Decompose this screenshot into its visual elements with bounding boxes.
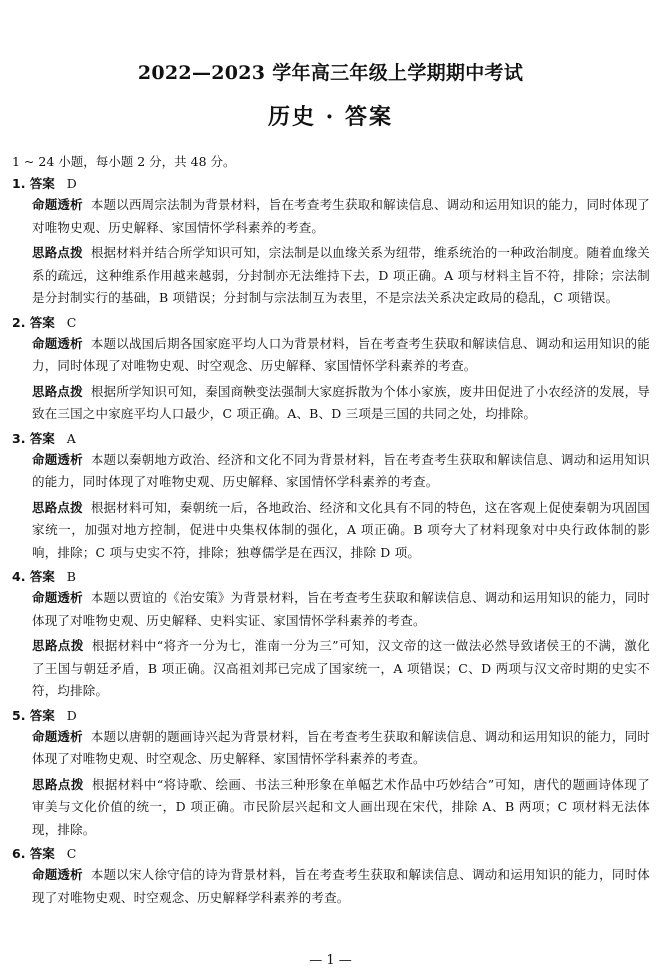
analysis-label: 命题透析 [32,197,83,212]
analysis-label: 命题透析 [32,867,83,882]
page-number: — 1 — [309,953,352,968]
hint-text: 根据材料中“将诗歌、绘画、书法三种形象在单幅艺术作品中巧妙结合”可知，唐代的题画诗体现了审美与文化价值的统一，D 项正确。市民阶层兴起和文人画出现在宋代，排除 A、B 两项；C 项材料无法体现，排除。 [32,776,650,837]
answer-value: A [66,430,76,446]
answers-list [12,174,650,912]
hint-label: 思路点拨 [32,383,83,399]
hint-label: 思路点拨 [32,499,83,515]
analysis-text: 本题以战国后期各国家庭平均人口为背景材料，旨在考查考生获取和解读信息、调动和运用知识的能力，同时体现了对唯物史观、时空观念、历史解释、家国情怀学科素养的考查。 [32,335,650,373]
page-subtitle: 历史 · 答案 [268,104,393,130]
hint-paragraph [12,497,650,565]
answer-value: D [66,707,77,723]
hint-paragraph [12,635,650,703]
question-5 [12,706,650,842]
analysis-label: 命题透析 [32,728,83,744]
analysis-text: 本题以秦朝地方政治、经济和文化不同为背景材料，旨在考查考生获取和解读信息、调动和运用知识的能力，同时体现了对唯物史观、历史解释、家国情怀学科素养的考查。 [32,451,650,489]
analysis-label: 命题透析 [32,335,83,351]
answer-value: C [66,314,77,330]
intro-line: 1 ~ 24 小题，每小题 2 分，共 48 分。 [12,154,236,169]
page-title: 2022—2023 学年高三年级上学期期中考试 [137,62,524,84]
question-3 [12,429,650,565]
answer-number: 2. 答案 [12,314,55,330]
analysis-paragraph [12,864,650,909]
answer-value: D [66,176,77,191]
analysis-paragraph [12,726,650,771]
hint-label: 思路点拨 [32,776,84,792]
analysis-paragraph [12,449,650,494]
answer-number: 6. 答案 [12,846,55,861]
analysis-label: 命题透析 [32,590,83,605]
hint-text: 根据材料中“将齐一分为七，淮南一分为三”可知，汉文帝的这一做法必然导致诸侯王的不满，激化了王国与朝廷矛盾，B 项正确。汉高祖刘邦已完成了国家统一，A 项错误；C、D 两项与汉文帝时期的史实不符，均排除。 [32,638,650,698]
analysis-text: 本题以贾谊的《治安策》为背景材料，旨在考查考生获取和解读信息、调动和运用知识的能力，同时体现了对唯物史观、历史解释、史料实证、家国情怀学科素养的考查。 [32,590,650,628]
question-2 [12,313,650,426]
question-1 [12,174,650,310]
analysis-paragraph [12,587,650,632]
answer-number: 5. 答案 [12,707,55,723]
answer-number: 4. 答案 [12,569,55,584]
question-6 [12,844,650,909]
hint-text: 根据材料可知，秦朝统一后，各地政治、经济和文化具有不同的特色，这在客观上促使秦朝为巩固国家统一，加强对地方控制，促进中央集权体制的强化，A 项正确。B 项夸大了材料现象对中央行政体制的影响，排除；C 项与史实不符，排除；独尊儒学是在西汉，排除 D 项。 [32,499,650,560]
analysis-paragraph [12,194,650,239]
hint-paragraph [12,242,650,310]
answer-number: 3. 答案 [12,430,55,446]
analysis-text: 本题以西周宗法制为背景材料，旨在考查考生获取和解读信息、调动和运用知识的能力，同时体现了对唯物史观、历史解释、家国情怀学科素养的考查。 [32,197,650,235]
hint-text: 根据材料并结合所学知识可知，宗法制是以血缘关系为纽带，维系统治的一种政治制度。随着血缘关系的疏远，这种维系作用越来越弱，分封制亦无法维持下去，D 项正确。A 项与材料主旨不符，排除；宗法制是分封制实行的基础，B 项错误；分封制与宗法制互为表里，不是宗法关系决定政局的稳乱，C 项错误。 [32,245,650,305]
analysis-text: 本题以唐朝的题画诗兴起为背景材料，旨在考查考生获取和解读信息、调动和运用知识的能力，同时体现了对唯物史观、时空观念、历史解释、家国情怀学科素养的考查。 [32,728,650,766]
answer-number: 1. 答案 [12,176,55,191]
answer-value: C [66,846,77,861]
hint-paragraph [12,774,650,842]
answer-value: B [66,569,76,584]
analysis-paragraph [12,333,650,378]
hint-label: 思路点拨 [32,245,83,260]
analysis-text: 本题以宋人徐守信的诗为背景材料，旨在考查考生获取和解读信息、调动和运用知识的能力，同时体现了对唯物史观、时空观念、历史解释学科素养的考查。 [32,867,650,905]
hint-text: 根据所学知识可知，秦国商鞅变法强制大家庭拆散为个体小家族，废井田促进了小农经济的发展，导致在三国之中家庭平均人口最少，C 项正确。A、B、D 三项是三国的共同之处，均排除。 [32,383,650,421]
analysis-label: 命题透析 [32,451,83,467]
hint-paragraph [12,381,650,426]
hint-label: 思路点拨 [32,638,84,653]
question-4 [12,567,650,703]
